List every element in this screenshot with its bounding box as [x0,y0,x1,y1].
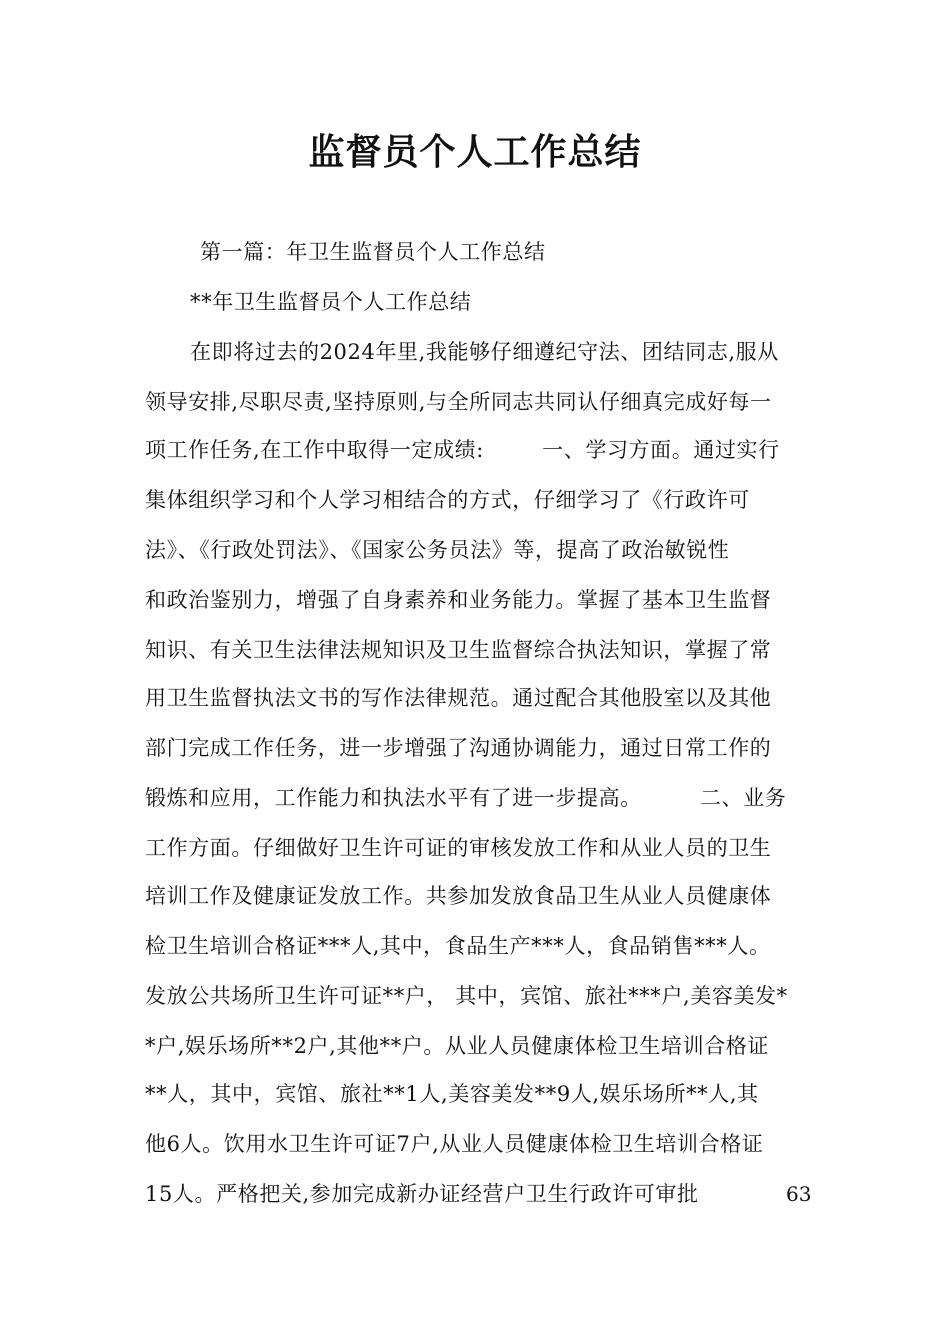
subtitle: **年卫生监督员个人工作总结 [190,290,472,314]
body-line: 培训工作及健康证发放工作。共参加发放食品卫生从业人员健康体 [145,884,772,908]
body-line: 法》、《行政处罚法》、《国家公务员法》等，提高了政治敏锐性 [145,538,730,562]
section-heading: 第一篇：年卫生监督员个人工作总结 [200,240,546,264]
body-line: 发放公共场所卫生许可证**户， 其中，宾馆、旅社***户,美容美发* [145,984,788,1008]
body-line: 工作方面。仔细做好卫生许可证的审核发放工作和从业人员的卫生 [145,836,772,860]
body-line: 锻炼和应用，工作能力和执法水平有了进一步提高。 二、业务 [145,786,787,810]
body-line: 部门完成工作任务，进一步增强了沟通协调能力，通过日常工作的 [145,736,772,760]
body-line: 集体组织学习和个人学习相结合的方式，仔细学习了《行政许可 [145,488,750,512]
body-line: 知识、有关卫生法律法规知识及卫生监督综合执法知识，掌握了常 [145,638,772,662]
body-line: 用卫生监督执法文书的写作法律规范。通过配合其他股室以及其他 [145,686,772,710]
body-line: 和政治鉴别力，增强了自身素养和业务能力。掌握了基本卫生监督 [145,588,772,612]
body-line: 领导安排,尽职尽责,坚持原则,与全所同志共同认仔细真完成好每一 [145,390,772,414]
body-line: 他6人。饮用水卫生许可证7户,从业人员健康体检卫生培训合格证 [145,1132,764,1156]
body-line: 项工作任务,在工作中取得一定成绩: 一、学习方面。通过实行 [145,438,780,462]
body-line: 在即将过去的2024年里,我能够仔细遵纪守法、团结同志,服从 [190,340,779,364]
body-line: 检卫生培训合格证***人,其中，食品生产***人，食品销售***人。 [145,934,771,958]
document-title: 监督员个人工作总结 [308,132,642,173]
page-number: 63 [786,1182,812,1206]
body-line: 15人。严格把关,参加完成新办证经营户卫生行政许可审批 [145,1182,699,1206]
body-line: **人，其中，宾馆、旅社**1人,美容美发**9人,娱乐场所**人,其 [145,1082,759,1106]
body-line: *户,娱乐场所**2户,其他**户。从业人员健康体检卫生培训合格证 [145,1034,770,1058]
